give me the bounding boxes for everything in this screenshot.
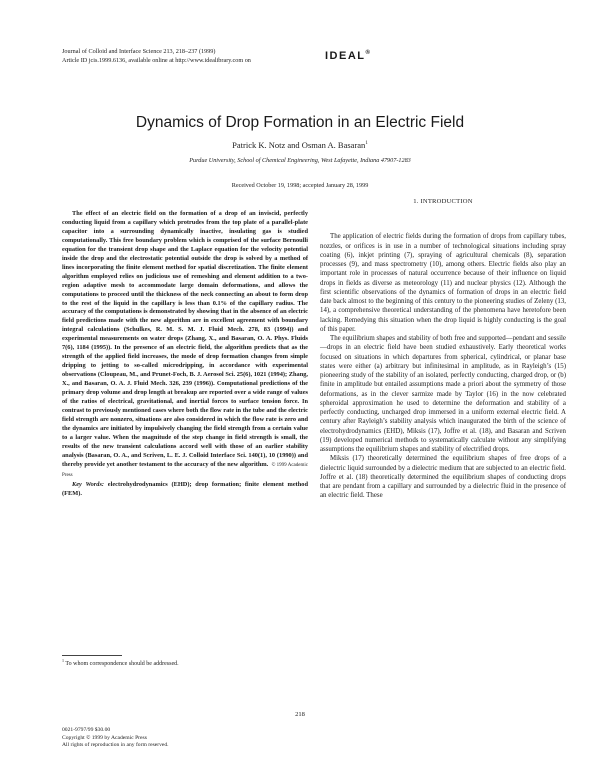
- ideal-logo-mark: ®: [365, 50, 370, 56]
- journal-citation: Journal of Colloid and Interface Science 213, 218–237 (1999): [62, 48, 216, 55]
- footnote-rule: [62, 655, 122, 656]
- copyright-price: 0021-9797/99 $30.00: [62, 727, 111, 733]
- intro-paragraph: Miksis (17) theoretically determined the equilibrium shapes of free drops of a dielectric liquid surrounded by a dielectric medium that are subjected to an electric field. Joffre et al. (18) theoretically determined the equilibrium shapes of conducting drops that are pendant from a capillary and surrounded by a dielectric fluid in the presence of an electric field. These: [320, 455, 566, 500]
- affiliation: Purdue University, School of Chemical Engineering, West Lafayette, Indiana 47907-1283: [189, 157, 411, 164]
- journal-header: [62, 47, 362, 65]
- intro-paragraph: The application of electric fields during the formation of drops from capillary tubes, nozzles, or orifices is in use in a number of technological situations including spray coating (6), inkjet printing (7), spraying of agricultural chemicals (8), separation processes (9), and mass spectrometry (10), among others. Electric fields also play an important role in processes of natural occurrence because of their influence on liquid drops in fields as diverse as meteorology (11) and nuclear physics (12). Although the first scientific observations of the dynamics of formation of drops in an electric field date back almost to the beginning of this century to the pioneering studies of Zeleny (13, 14), a comprehensive theoretical understanding of the phenomena have heretofore been lacking. Remedying this situation when the drop liquid is highly conducting is the goal of this paper.: [320, 233, 566, 333]
- page-number: 218: [295, 711, 305, 718]
- received-date: Received October 19, 1998; accepted January 28, 1999: [231, 182, 369, 189]
- author-footnote-mark: 1: [365, 141, 368, 147]
- footnote: [62, 658, 179, 667]
- intro-paragraph: The equilibrium shapes and stability of both free and supported—pendant and sessile—drops in an electric field have been studied exhaustively. Early theoretical works focused on situations in which departures from spherical, cylindrical, or planar base states were either (a) arbitrary but infinitesimal in amplitude, as in Rayleigh’s (15) pioneering study of the stability of an isolated, perfectly conducting, charged drop, or (b) finite in amplitude but entailed assumptions made a priori about the symmetry of those deformations, as in the clever sarmize made by Taylor (16) in the now celebrated spheroidal approximation he used to determine the deformation and stability of a perfectly conducting, uncharged drop immersed in a uniform external electric field. A century after Rayleigh’s stability analysis which inaugurated the birth of the science of electrohydrodynamics (EHD), Miksis (17), Joffre et al. (18), and Basaran and Scriven (19) developed numerical methods to systematically calculate without any simplifying assumptions the equilibrium shapes and stability of electrified drops.: [320, 335, 566, 453]
- ideal-logo: [325, 50, 370, 62]
- section-heading: 1. INTRODUCTION: [413, 198, 473, 205]
- keywords-text: electrohydrodynamics (EHD); drop formation; finite element method (FEM).: [62, 480, 308, 497]
- article-id-line: Article ID jcis.1999.6136, available online at http://www.idealibrary.com on: [62, 57, 251, 64]
- copyright-holder: Copyright © 1999 by Academic Press: [62, 734, 147, 741]
- abstract-text: The effect of an electric field on the formation of a drop of an inviscid, perfectly conducting liquid from a capillary which protrudes from the top plate of a parallel-plate capacitor into a surrounding dynamically inactive, insulating gas is studied computationally. This free boundary problem which is comprised of the surface Bernoulli equation for the transient drop shape and the Laplace equation for the velocity potential inside the drop and the electrostatic potential outside the drop is solved by a method of lines incorporating the finite element method for spatial discretization. The finite element algorithm employed relies on judicious use of remeshing and element addition to a two-region adaptive mesh to accommodate large domain deformations, and allows the computations to proceed until the thickness of the neck connecting an about to form drop to the rest of the liquid in the capillary is less than 0.1% of the capillary radius. The accuracy of the computations is demonstrated by showing that in the absence of an electric field predictions made with the new algorithm are in excellent agreement with boundary integral calculations (Schulkes, R. M. S. M. J. Fluid Mech. 278, 83 (1994)) and experimental measurements on water drops (Zhang, X., and Basaran, O. A. Phys. Fluids 7(6), 1184 (1995)). In the presence of an electric field, the algorithm predicts that as the strength of the applied field increases, the mode of drop formation changes from simple dripping to jetting to so-called microdripping, in accordance with experimental observations (Cloupeau, M., and Prunet-Foch, B. J. Aerosol Sci. 25(6), 1021 (1994); Zhang, X., and Basaran, O. A. J. Fluid Mech. 326, 239 (1996)). Computational predictions of the primary drop volume and drop length at breakup are reported over a wide range of values of the ratios of electrical, gravitational, and inertial forces to surface tension force. In contrast to previously mentioned cases where both the flow rate in the tube and the electric field strength are nonzero, situations are also considered in which the flow rate is zero and the dynamics are initiated by impulsively changing the field strength from a certain value to a larger value. When the magnitude of the step change in field strength is small, the results of the new transient calculations accord well with those of an earlier stability analysis (Basaran, O. A., and Scriven, L. E. J. Colloid Interface Sci. 140(1), 10 (1990)) and thereby provide yet another testament to the accuracy of the new algorithm.: [62, 210, 308, 468]
- keywords: [62, 481, 308, 499]
- abstract-copyright: © 1999 Academic Press: [62, 462, 308, 478]
- footnote-text: To whom correspondence should be addressed.: [65, 661, 179, 667]
- paper-title: Dynamics of Drop Formation in an Electric Field: [135, 114, 465, 131]
- introduction: [320, 197, 566, 501]
- authors: [0, 140, 600, 150]
- footnote-mark: 1: [62, 658, 64, 663]
- copyright-rights: All rights of reproduction in any form reserved.: [62, 742, 169, 749]
- keywords-label: Key Words:: [72, 480, 105, 488]
- copyright-block: [62, 727, 169, 750]
- author-names: Patrick K. Notz and Osman A. Basaran: [232, 140, 366, 150]
- ideal-logo-text: IDEAL: [325, 50, 366, 62]
- abstract-body: [62, 210, 308, 481]
- abstract: [62, 210, 308, 499]
